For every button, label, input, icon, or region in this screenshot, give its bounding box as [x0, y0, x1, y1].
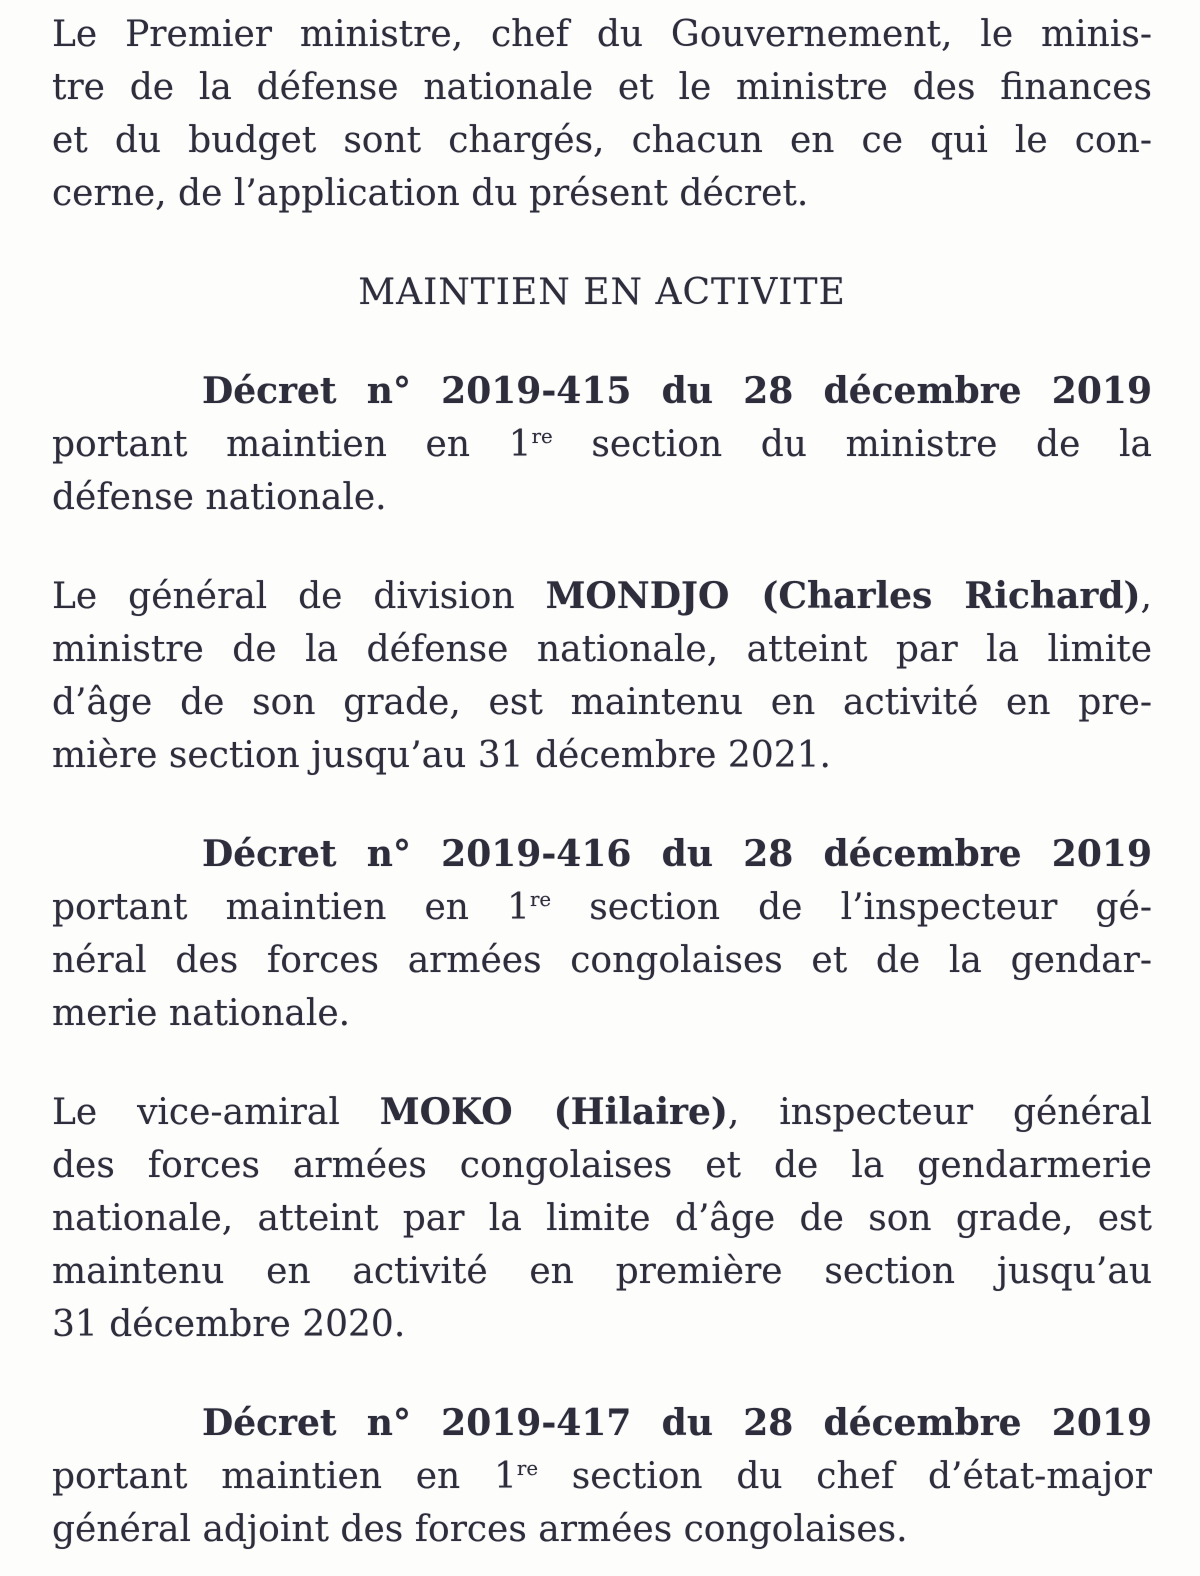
- text-line: [52, 828, 1152, 881]
- text-line: [52, 1192, 1152, 1245]
- text-line: [52, 881, 1152, 934]
- text-span: mière section jusqu’au 31 décembre 2021.: [52, 735, 831, 776]
- text-span: cerne, de l’application du présent décret.: [52, 173, 809, 214]
- paragraph-moko: [52, 1086, 1152, 1351]
- text-line: [52, 418, 1152, 471]
- ordinal-superscript: re: [531, 425, 553, 448]
- text-line: [52, 1086, 1152, 1139]
- text-span: section du chef d’état-major: [538, 1456, 1152, 1497]
- ordinal-superscript: re: [529, 888, 552, 911]
- text-line: [52, 729, 1152, 782]
- text-span: portant maintien en 1: [52, 1456, 517, 1497]
- text-line: [52, 934, 1152, 987]
- text-line: [52, 987, 1152, 1040]
- person-name: MONDJO (Charles Richard): [545, 575, 1141, 617]
- section-heading: MAINTIEN EN ACTIVITE: [358, 272, 846, 313]
- text-span: d’âge de son grade, est maintenu en activité en pre-: [52, 682, 1152, 723]
- text-line: [52, 1450, 1152, 1503]
- text-line: [52, 365, 1152, 418]
- decree-2019-415: [52, 365, 1152, 524]
- text-line: [52, 8, 1152, 61]
- ordinal-superscript: re: [516, 1457, 539, 1480]
- text-span: maintenu en activité en première section jusqu’au: [52, 1251, 1152, 1292]
- text-line: [52, 676, 1152, 729]
- text-span: défense nationale.: [52, 477, 387, 518]
- text-span: Le Premier ministre, chef du Gouvernement, le minis-: [52, 14, 1152, 55]
- decree-2019-416: [52, 828, 1152, 1040]
- text-span: ministre de la défense nationale, atteint par la limite: [52, 629, 1152, 670]
- text-span: portant maintien en 1: [52, 424, 532, 465]
- text-line: [52, 167, 1152, 220]
- text-line: [52, 1245, 1152, 1298]
- text-line: [52, 1298, 1152, 1351]
- text-span: section de l’inspecteur gé-: [551, 887, 1152, 928]
- closing-clause-paragraph: [52, 8, 1152, 220]
- text-span: section du ministre de la: [552, 424, 1153, 465]
- text-span: général adjoint des forces armées congolaises.: [52, 1509, 908, 1550]
- text-span: et du budget sont chargés, chacun en ce qui le con-: [52, 120, 1152, 161]
- text-span: Le vice-amiral: [52, 1092, 380, 1133]
- text-span: merie nationale.: [52, 993, 351, 1034]
- decree-title: Décret n° 2019-416 du 28 décembre 2019: [202, 833, 1152, 875]
- paragraph-mondjo: [52, 570, 1152, 782]
- text-span: tre de la défense nationale et le ministre des finances: [52, 67, 1152, 108]
- decree-title: Décret n° 2019-417 du 28 décembre 2019: [202, 1402, 1152, 1444]
- text-span: 31 décembre 2020.: [52, 1304, 406, 1345]
- text-line: [52, 471, 1152, 524]
- text-span: des forces armées congolaises et de la gendarmerie: [52, 1145, 1152, 1186]
- decree-title: Décret n° 2019-415 du 28 décembre 2019: [202, 370, 1152, 412]
- person-name: MOKO (Hilaire): [379, 1091, 728, 1133]
- text-span: , inspecteur général: [727, 1092, 1152, 1133]
- decree-2019-417: [52, 1397, 1152, 1556]
- text-span: portant maintien en 1: [52, 887, 530, 928]
- text-line: [52, 61, 1152, 114]
- text-line: [52, 1139, 1152, 1192]
- text-line: [52, 570, 1152, 623]
- text-span: Le général de division: [52, 576, 546, 617]
- text-span: néral des forces armées congolaises et de la gendar-: [52, 940, 1152, 981]
- text-line: [52, 1397, 1152, 1450]
- text-line: [52, 623, 1152, 676]
- text-span: ,: [1140, 576, 1152, 617]
- text-line: [52, 114, 1152, 167]
- text-line: [52, 1503, 1152, 1556]
- text-span: nationale, atteint par la limite d’âge de son grade, est: [52, 1198, 1152, 1239]
